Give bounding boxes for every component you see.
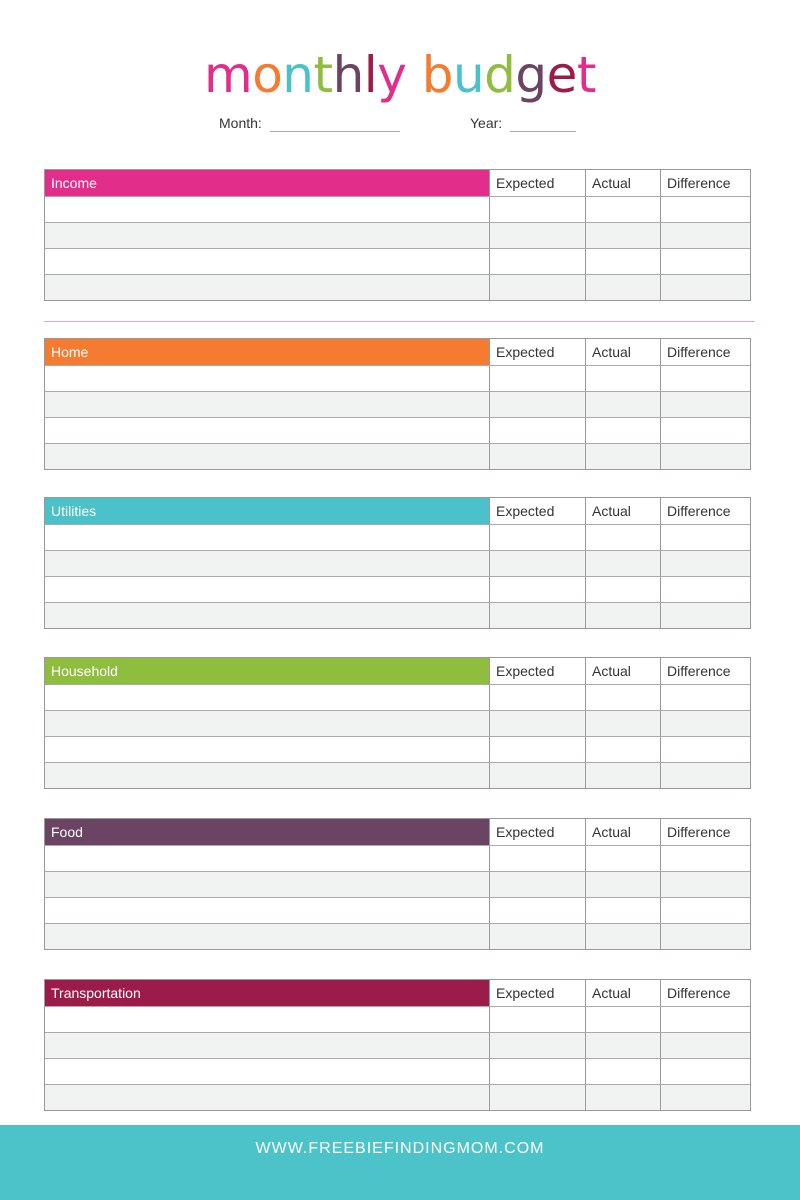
table-cell[interactable] [660,1007,750,1032]
column-header: Actual [585,658,660,684]
table-row [45,602,750,628]
table-cell[interactable] [489,223,585,248]
table-cell[interactable] [660,1085,750,1110]
table-cell[interactable] [45,366,489,391]
table-cell[interactable] [45,223,489,248]
table-cell[interactable] [585,223,660,248]
table-row [45,684,750,710]
table-cell[interactable] [45,392,489,417]
table-cell[interactable] [489,525,585,550]
budget-table-utilities [44,497,751,629]
table-cell[interactable] [45,924,489,949]
table-cell[interactable] [489,1085,585,1110]
table-cell[interactable] [45,685,489,710]
table-cell[interactable] [489,444,585,469]
table-row [45,391,750,417]
column-header: Difference [660,980,750,1006]
table-cell[interactable] [660,551,750,576]
table-cell[interactable] [660,366,750,391]
table-cell[interactable] [489,577,585,602]
table-cell[interactable] [489,711,585,736]
column-header: Actual [585,819,660,845]
section-title: Transportation [45,980,489,1006]
table-cell[interactable] [585,275,660,300]
column-header: Expected [489,980,585,1006]
table-cell[interactable] [489,249,585,274]
column-header: Expected [489,498,585,524]
section-title: Income [45,170,489,196]
table-cell[interactable] [660,1059,750,1084]
table-cell[interactable] [660,898,750,923]
table-cell[interactable] [660,577,750,602]
table-cell[interactable] [660,525,750,550]
table-header [45,339,750,365]
year-label: Year: [470,115,503,131]
year-field[interactable] [510,131,576,132]
table-cell[interactable] [489,846,585,871]
table-cell[interactable] [585,577,660,602]
table-row [45,576,750,602]
divider [44,321,755,322]
column-header: Difference [660,339,750,365]
table-row [45,1058,750,1084]
table-cell[interactable] [585,249,660,274]
table-cell[interactable] [585,846,660,871]
budget-table-home [44,338,751,470]
table-cell[interactable] [585,418,660,443]
table-header [45,658,750,684]
column-header: Actual [585,498,660,524]
table-cell[interactable] [45,711,489,736]
table-cell[interactable] [489,1059,585,1084]
table-cell[interactable] [585,525,660,550]
title-letter: h [332,46,364,104]
table-cell[interactable] [45,737,489,762]
table-row [45,222,750,248]
table-cell[interactable] [660,846,750,871]
table-cell[interactable] [585,1033,660,1058]
table-cell[interactable] [45,444,489,469]
table-row [45,871,750,897]
table-cell[interactable] [489,392,585,417]
title-letter: l [363,46,378,104]
page-title [0,46,800,104]
table-cell[interactable] [585,924,660,949]
table-cell[interactable] [660,249,750,274]
column-header: Actual [585,170,660,196]
table-cell[interactable] [45,525,489,550]
table-cell[interactable] [489,275,585,300]
footer-url: WWW.FREEBIEFINDINGMOM.COM [0,1125,800,1200]
title-letter: g [515,46,547,104]
title-letter: b [421,46,453,104]
table-row [45,897,750,923]
month-field[interactable] [270,131,400,132]
table-cell[interactable] [660,924,750,949]
table-cell[interactable] [45,898,489,923]
table-cell[interactable] [660,392,750,417]
table-row [45,1006,750,1032]
table-cell[interactable] [585,197,660,222]
title-letter: d [484,46,516,104]
table-row [45,736,750,762]
table-header [45,170,750,196]
table-row [45,923,750,949]
title-letter: t [313,46,333,104]
table-cell[interactable] [585,685,660,710]
column-header: Expected [489,339,585,365]
table-row [45,1084,750,1110]
table-cell[interactable] [660,872,750,897]
column-header: Actual [585,980,660,1006]
table-cell[interactable] [585,1007,660,1032]
budget-table-income [44,169,751,301]
table-header [45,498,750,524]
table-cell[interactable] [585,872,660,897]
table-cell[interactable] [585,444,660,469]
table-cell[interactable] [489,603,585,628]
table-cell[interactable] [45,1033,489,1058]
column-header: Difference [660,819,750,845]
table-cell[interactable] [660,223,750,248]
title-letter: m [203,46,253,104]
table-cell[interactable] [489,685,585,710]
table-cell[interactable] [660,711,750,736]
table-row [45,274,750,300]
section-title: Utilities [45,498,489,524]
table-cell[interactable] [585,392,660,417]
table-cell[interactable] [585,898,660,923]
table-cell[interactable] [489,924,585,949]
table-cell[interactable] [585,737,660,762]
table-cell[interactable] [489,197,585,222]
table-cell[interactable] [45,418,489,443]
table-cell[interactable] [489,1007,585,1032]
table-row [45,1032,750,1058]
table-cell[interactable] [585,551,660,576]
table-cell[interactable] [660,418,750,443]
table-cell[interactable] [45,763,489,788]
table-cell[interactable] [660,275,750,300]
table-row [45,710,750,736]
table-header [45,819,750,845]
section-title: Food [45,819,489,845]
table-cell[interactable] [45,872,489,897]
column-header: Expected [489,170,585,196]
table-cell[interactable] [660,444,750,469]
budget-table-household [44,657,751,789]
title-letter: e [546,46,577,104]
title-letter: y [377,46,407,104]
table-cell[interactable] [45,551,489,576]
table-cell[interactable] [489,737,585,762]
table-header [45,980,750,1006]
column-header: Difference [660,170,750,196]
table-cell[interactable] [45,846,489,871]
table-cell[interactable] [489,872,585,897]
column-header: Difference [660,658,750,684]
table-cell[interactable] [489,898,585,923]
section-title: Household [45,658,489,684]
table-cell[interactable] [45,1085,489,1110]
table-cell[interactable] [489,1033,585,1058]
table-row [45,524,750,550]
column-header: Actual [585,339,660,365]
table-cell[interactable] [45,249,489,274]
table-cell[interactable] [489,763,585,788]
table-cell[interactable] [585,711,660,736]
table-cell[interactable] [585,763,660,788]
table-cell[interactable] [489,418,585,443]
table-row [45,443,750,469]
table-cell[interactable] [660,685,750,710]
title-letter: t [576,46,597,104]
table-cell[interactable] [45,1007,489,1032]
table-row [45,762,750,788]
budget-table-food [44,818,751,950]
table-cell[interactable] [660,737,750,762]
table-row [45,845,750,871]
table-cell[interactable] [660,1033,750,1058]
month-label: Month: [219,115,262,131]
table-row [45,417,750,443]
table-cell[interactable] [585,1059,660,1084]
budget-table-transportation [44,979,751,1111]
table-row [45,550,750,576]
title-letter: o [252,46,283,104]
column-header: Expected [489,658,585,684]
table-cell[interactable] [45,275,489,300]
table-cell[interactable] [45,197,489,222]
table-row [45,196,750,222]
table-cell[interactable] [585,603,660,628]
title-letter [406,46,421,104]
table-cell[interactable] [45,603,489,628]
title-letter: u [452,46,485,104]
table-cell[interactable] [585,1085,660,1110]
table-row [45,365,750,391]
table-cell[interactable] [489,366,585,391]
table-cell[interactable] [660,197,750,222]
column-header: Difference [660,498,750,524]
section-title: Home [45,339,489,365]
table-cell[interactable] [660,763,750,788]
table-cell[interactable] [489,551,585,576]
title-letter: n [282,46,314,104]
table-row [45,248,750,274]
column-header: Expected [489,819,585,845]
table-cell[interactable] [585,366,660,391]
table-cell[interactable] [660,603,750,628]
table-cell[interactable] [45,1059,489,1084]
table-cell[interactable] [45,577,489,602]
